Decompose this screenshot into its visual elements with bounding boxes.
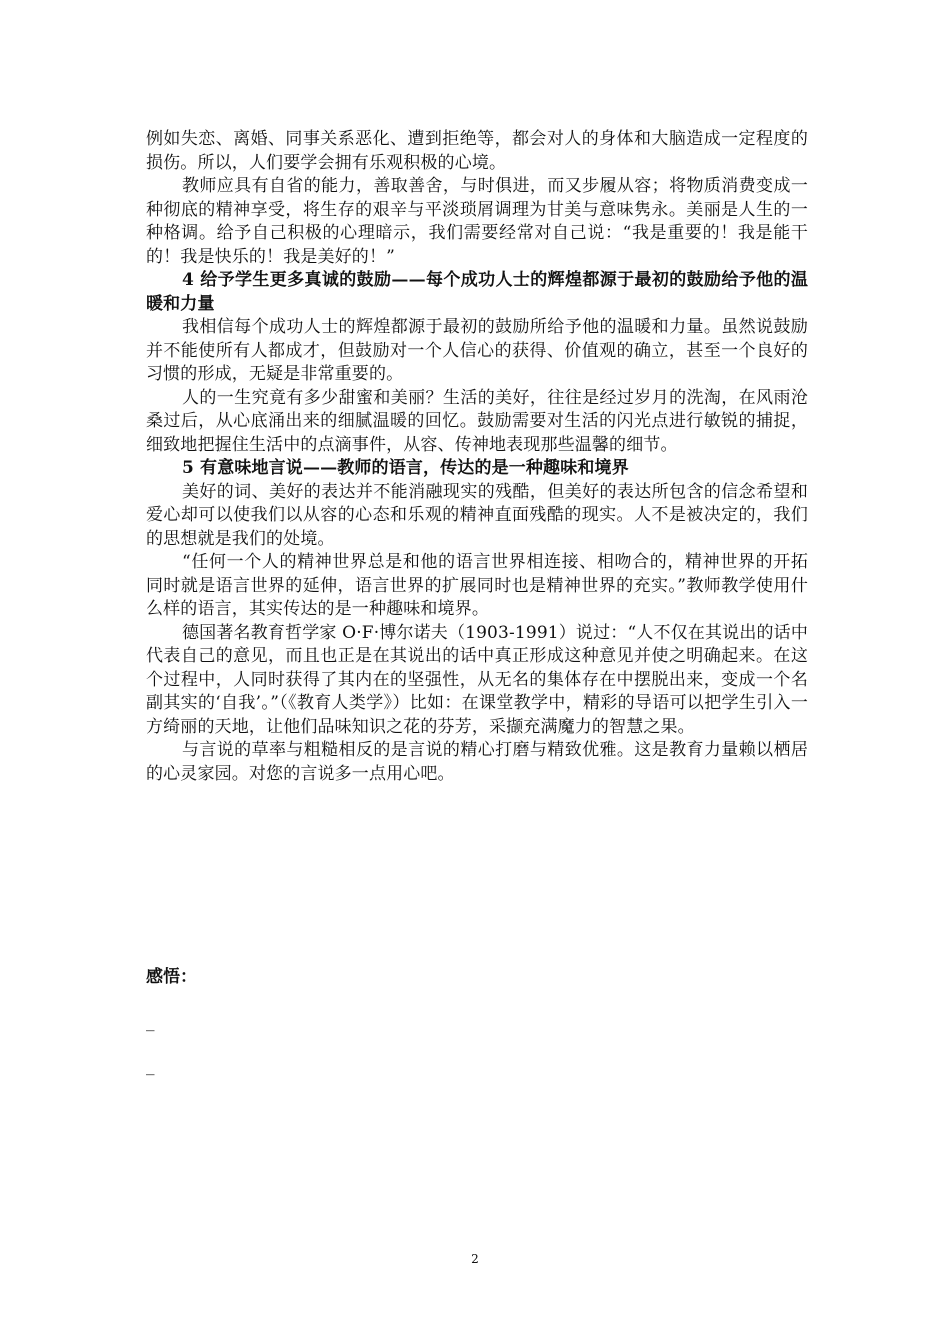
body-text: [146, 128, 808, 786]
reflection-label: 感悟：: [146, 967, 197, 987]
paragraph: “任何一个人的精神世界总是和他的语言世界相连接、相吻合的，精神世界的开拓同时就是语言世界的延伸，语言世界的扩展同时也是精神世界的充实。”教师教学使用什么样的语言，其实传达的是一种趣味和境界。: [146, 552, 808, 619]
paragraph: 美好的词、美好的表达并不能消融现实的残酷，但美好的表达所包含的信念希望和爱心却可以使我们以从容的心态和乐观的精神直面残酷的现实。人不是被决定的，我们的思想就是我们的处境。: [146, 481, 808, 549]
paragraph: 例如失恋、离婚、同事关系恶化、遭到拒绝等，都会对人的身体和大脑造成一定程度的损伤。所以，人们要学会拥有乐观积极的心境。: [146, 129, 808, 173]
blank-line: _: [146, 1056, 155, 1076]
paragraph: 人的一生究竟有多少甜蜜和美丽？生活的美好，往往是经过岁月的洗淘，在风雨沧桑过后，从心底涌出来的细腻温暖的回忆。鼓励需要对生活的闪光点进行敏锐的捕捉，细致地把握住生活中的点滴事件，从容、传神地表现那些温馨的细节。: [146, 387, 808, 455]
paragraph: 我相信每个成功人士的辉煌都源于最初的鼓励所给予他的温暖和力量。虽然说鼓励并不能使所有人都成才，但鼓励对一个人信心的获得、价值观的确立，甚至一个良好的习惯的形成，无疑是非常重要的。: [146, 317, 808, 384]
section-heading: 4 给予学生更多真诚的鼓励——每个成功人士的辉煌都源于最初的鼓励给予他的温暖和力量: [146, 270, 808, 314]
page-number: 2: [471, 1252, 479, 1266]
section-heading: 5 有意味地言说——教师的语言，传达的是一种趣味和境界: [182, 458, 629, 478]
paragraph: 德国著名教育哲学家 O·F·博尔诺夫（1903-1991）说过：“人不仅在其说出的话中代表自己的意见，而且也正是在其说出的话中真正形成这种意见并使之明确起来。在这个过程中，人同时获得了其内在的坚强性，从无名的集体存在中摆脱出来，变成一个名副其实的‘自我’。”（《教育人类学》）比如：在课堂教学中，精彩的导语可以把学生引入一方绮丽的天地，让他们品味知识之花的芬芳，采撷充满魔力的智慧之果。: [146, 622, 808, 737]
paragraph: 教师应具有自省的能力，善取善舍，与时俱进，而又步履从容；将物质消费变成一种彻底的精神享受，将生存的艰辛与平淡琐屑调理为甘美与意味隽永。美丽是人生的一种格调。给予自己积极的心理暗示，我们需要经常对自己说：“我是重要的！我是能干的！我是快乐的！我是美好的！”: [146, 176, 808, 267]
paragraph: 与言说的草率与粗糙相反的是言说的精心打磨与精致优雅。这是教育力量赖以栖居的心灵家园。对您的言说多一点用心吧。: [146, 740, 808, 784]
blank-line: _: [146, 1012, 155, 1032]
